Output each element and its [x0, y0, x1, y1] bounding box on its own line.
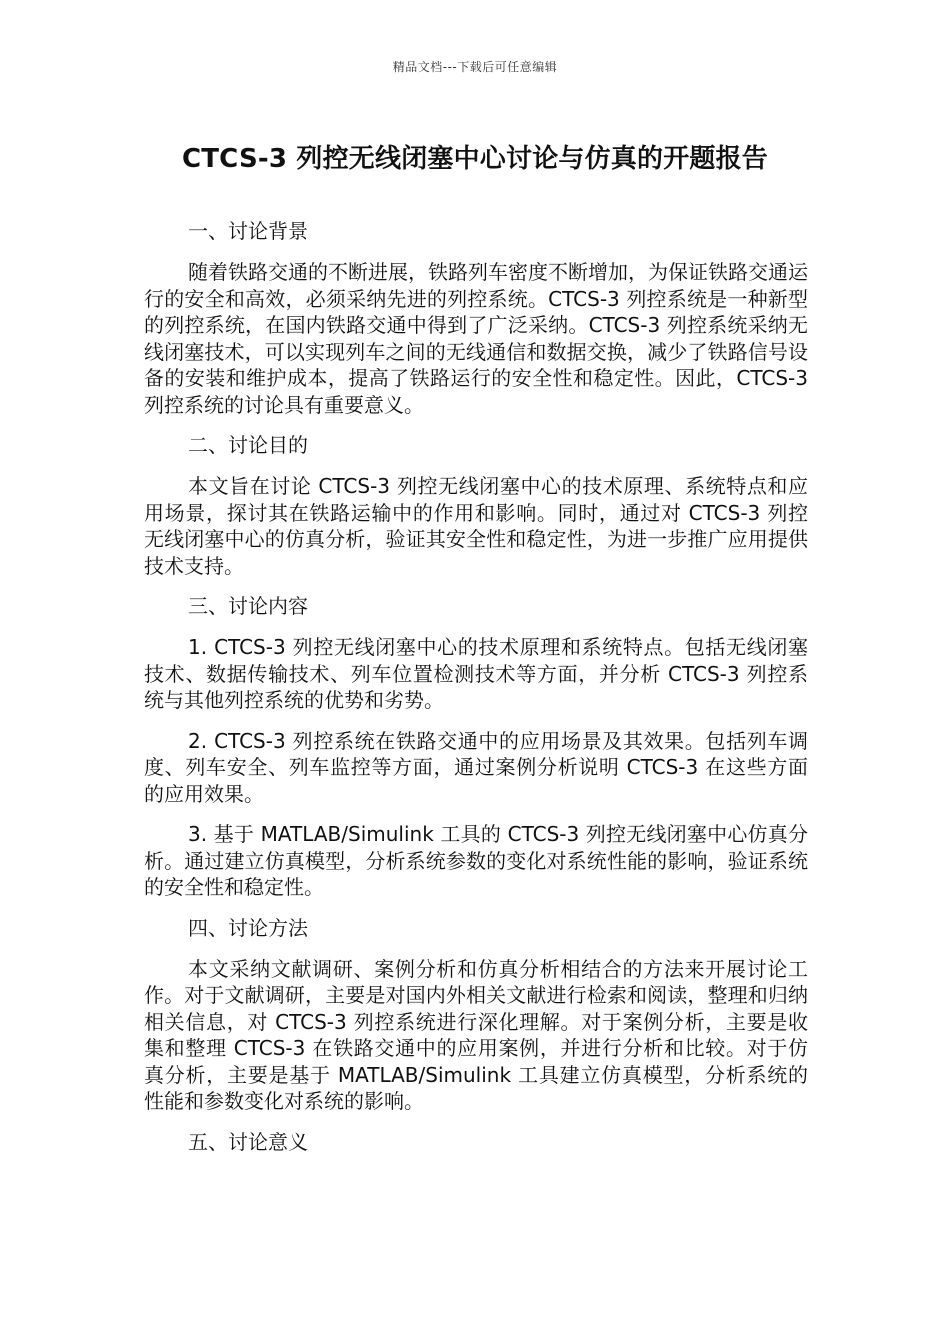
paragraph-purpose: 本文旨在讨论 CTCS-3 列控无线闭塞中心的技术原理、系统特点和应用场景，探讨其在铁路运输中的作用和影响。同时，通过对 CTCS-3 列控无线闭塞中心的仿真分析，验证其安全性和稳定性，为进一步推广应用提供技术支持。: [144, 474, 808, 578]
paragraph-content-2: 2. CTCS-3 列控系统在铁路交通中的应用场景及其效果。包括列车调度、列车安全、列车监控等方面，通过案例分析说明 CTCS-3 在这些方面的应用效果。: [144, 728, 808, 806]
section-heading-purpose: 二、讨论目的: [188, 433, 308, 457]
section-heading-method: 四、讨论方法: [188, 915, 308, 940]
header-note: 精品文档---下载后可任意编辑: [392, 60, 558, 74]
section-heading-significance: 五、讨论意义: [188, 1129, 308, 1154]
document-title: CTCS-3 列控无线闭塞中心讨论与仿真的开题报告: [181, 144, 769, 174]
paragraph-content-1: 1. CTCS-3 列控无线闭塞中心的技术原理和系统特点。包括无线闭塞技术、数据传输技术、列车位置检测技术等方面，并分析 CTCS-3 列控系统与其他列控系统的优势和劣势。: [144, 635, 808, 712]
document-body: [144, 218, 808, 1170]
section-heading-content: 三、讨论内容: [188, 594, 308, 618]
paragraph-content-3: 3. 基于 MATLAB/Simulink 工具的 CTCS-3 列控无线闭塞中心仿真分析。通过建立仿真模型，分析系统参数的变化对系统性能的影响，验证系统的安全性和稳定性。: [144, 822, 808, 899]
paragraph-background: 随着铁路交通的不断进展，铁路列车密度不断增加，为保证铁路交通运行的安全和高效，必须采纳先进的列控系统。CTCS-3 列控系统是一种新型的列控系统，在国内铁路交通中得到了广泛采纳。CTCS-3 列控系统采纳无线闭塞技术，可以实现列车之间的无线通信和数据交换，减少了铁路信号设备的安装和维护成本，提高了铁路运行的安全性和稳定性。因此，CTCS-3 列控系统的讨论具有重要意义。: [144, 260, 808, 417]
section-heading-background: 一、讨论背景: [188, 219, 308, 243]
paragraph-method: 本文采纳文献调研、案例分析和仿真分析相结合的方法来开展讨论工作。对于文献调研，主要是对国内外相关文献进行检索和阅读，整理和归纳相关信息，对 CTCS-3 列控系统进行深化理解。对于案例分析，主要是收集和整理 CTCS-3 在铁路交通中的应用案例，并进行分析和比较。对于仿真分析，主要是基于 MATLAB/Simulink 工具建立仿真模型，分析系统的性能和参数变化对系统的影响。: [144, 956, 808, 1113]
